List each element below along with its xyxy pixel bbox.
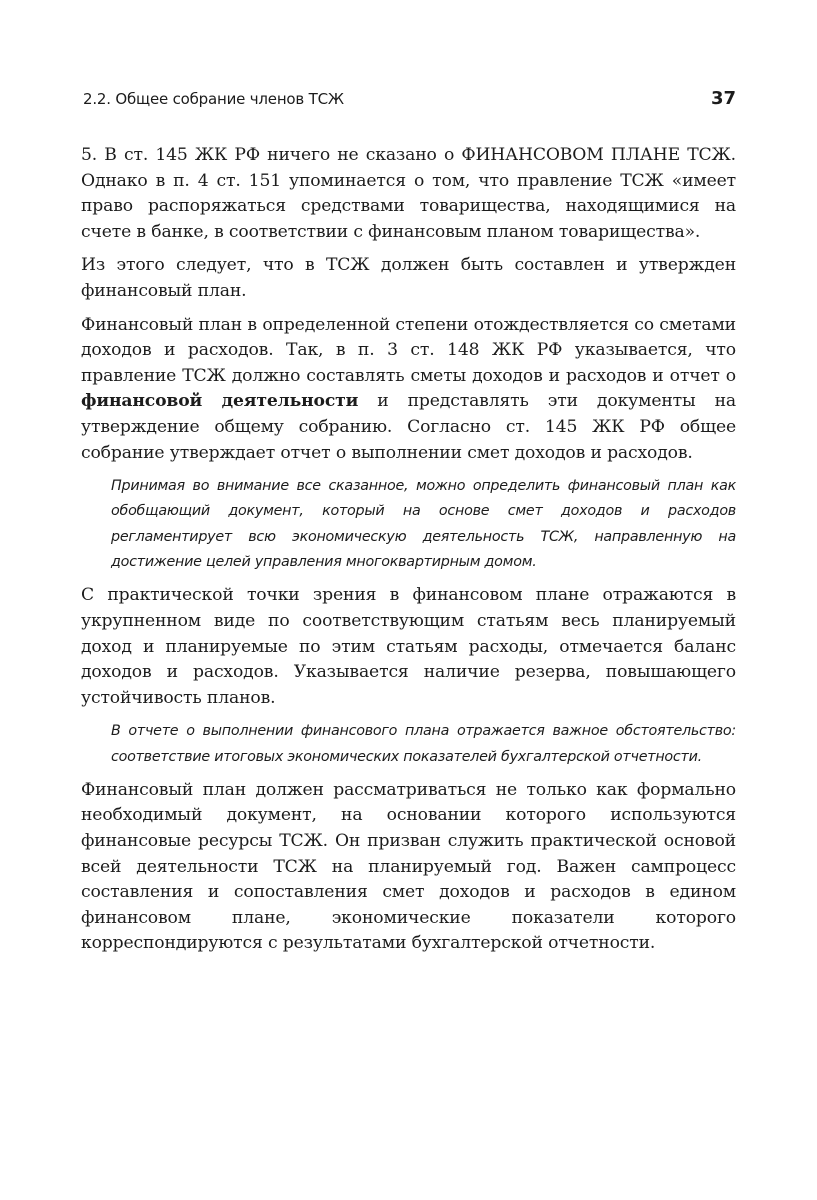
section-title: 2.2. Общее собрание членов ТСЖ bbox=[83, 90, 344, 108]
book-page bbox=[81, 0, 736, 1200]
paragraph-2: Из этого следует, что в ТСЖ должен быть составлен и утвержден финансовый план. bbox=[81, 255, 736, 301]
italic-note-1: Принимая во внимание все сказанное, можно определить финансовый план как обобщающий документ, который на основе смет доходов и расходов регламентирует всю экономическую деятельность ТСЖ, направленную на достижение целей управления многоквартирным домом. bbox=[111, 478, 736, 571]
running-header bbox=[81, 86, 736, 114]
bold-term: финансовой деятельности bbox=[81, 391, 359, 412]
paragraph-3 bbox=[81, 313, 736, 467]
paragraph-5: Финансовый план должен рассматриваться не только как формально необходимый документ, на основании которого используются финансовые ресурсы ТСЖ. Он призван служить практической основой всей деятельности ТСЖ на планируемый год. Важен сампроцесс составления и сопоставления смет доходов и расходов в едином финансовом плане, экономические показатели которого корреспондируются с результатами бухгалтерской отчетности. bbox=[81, 779, 736, 954]
paragraph-3-text-start: Финансовый план в определенной степени отождествляется со сметами доходов и расходов. Так, в п. 3 ст. 148 ЖК РФ указывается, что правление ТСЖ должно составлять сметы доходов и расходов и отчет о bbox=[81, 314, 736, 386]
body-text bbox=[81, 143, 736, 965]
paragraph-4: С практической точки зрения в финансовом плане отражаются в укрупненном виде по соответствующим статьям весь планируемый доход и планируемые по этим статьям расходы, отмечается баланс доходов и расходов. Указывается наличие резерва, повышающего устойчивость планов. bbox=[81, 585, 736, 708]
page-number: 37 bbox=[710, 88, 736, 109]
paragraph-3-text-end: и представлять эти документы на утверждение общему собранию. Согласно ст. 145 ЖК РФ общее собрание утверждает отчет о выполнении смет доходов и расходов. bbox=[81, 391, 736, 463]
paragraph-1: 5. В ст. 145 ЖК РФ ничего не сказано о ФИНАНСОВОМ ПЛАНЕ ТСЖ. Однако в п. 4 ст. 151 упоминается о том, что правление ТСЖ «имеет право распоряжаться средствами товарищества, находящимися на счете в банке, в соответствии с финансовым планом товарищества». bbox=[81, 145, 736, 242]
italic-note-2: В отчете о выполнении финансового плана отражается важное обстоятельство: соответствие итоговых экономических показателей бухгалтерской отчетности. bbox=[111, 723, 736, 765]
